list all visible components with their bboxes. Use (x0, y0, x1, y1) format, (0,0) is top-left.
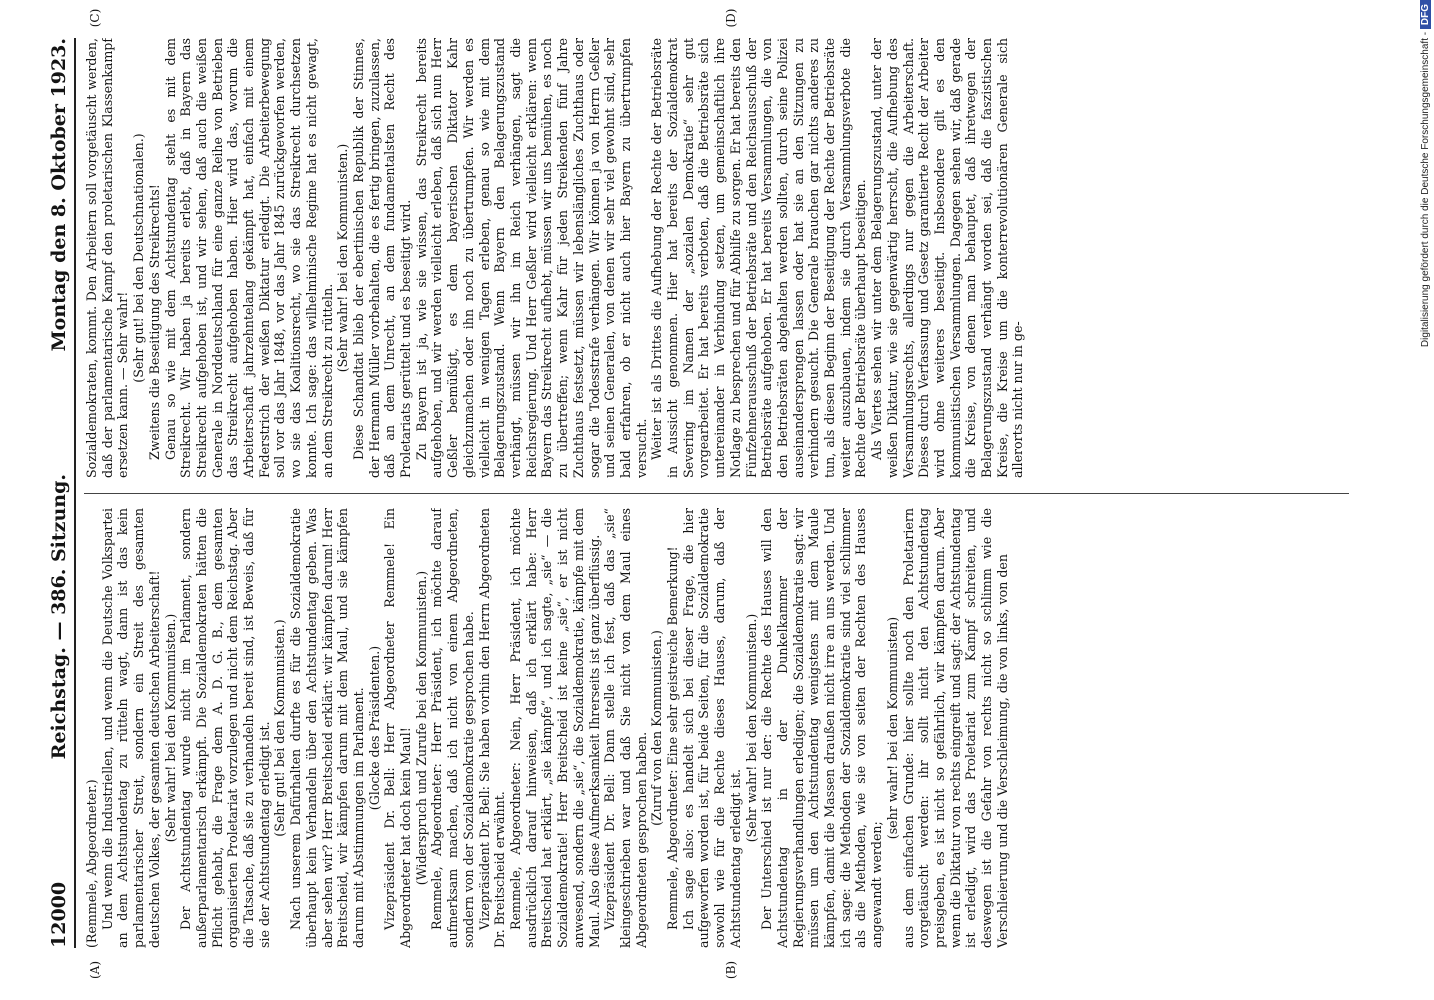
digitization-strip (1418, 0, 1434, 1000)
paragraph: Sozialdemokraten, kommt. Den Arbeitern soll vorgetäuscht werden, daß der parlamentarische Kampf den proletarischen Klassenkampf ersetzen kann. — Sehr wahr! (84, 38, 131, 478)
interjection: (sehr wahr! bei den Kommunisten) (884, 616, 900, 840)
paragraph: Weiter ist als Drittes die Aufhebung der Rechte der Betriebsräte in Aussicht genommen. Hier hat bereits der Sozialdemokrat Severing im Namen der „sozialen Demokratie“ sehr gut vorgearbeitet. Er hat bereits verboten, daß die Betriebsräte sich untereinander in Verbindung setzen, um gemeinschaftlich ihre Notlage zu besprechen und für Abhilfe zu sorgen. Er hat bereits den Fünfzehnerausschuß der Betriebsräte und den Reichsausschuß der Betriebsräte aufgehoben. Er hat bereits Versammlungen, die von den Betriebsräten abgehalten werden sollten, durch seine Polizei auseinandersprengen lassen oder hat sie an den Sitzungen zu verhindern gesucht. Die Generale brauchen gar nichts anderes zu tun, als diesen Beginn der Beseitigung der Rechte der Betriebsräte weiter auszubauen, indem sie durch Versammlungsverbote die Rechte der Betriebsräte überhaupt beseitigen. (649, 38, 869, 478)
interjection: (Widerspruch und Zurufe bei den Kommunisten.) (413, 570, 429, 886)
paragraph: Genau so wie mit dem Achtstundentag steht es mit dem Streikrecht. Wir haben ja bereits erlebt, daß in Bayern das Streikrecht aufgehoben ist, und wir sehen, daß auch die weißen Generale in Norddeutschland für eine ganze Reihe von Betrieben das Streikrecht aufgehoben haben. Hier wird das, worum die Arbeiterschaft jahrzehntelang gekämpft hat, einfach mit einem Federstrich der weißen Diktatur erledigt. Die Arbeiterbewegung soll vor das Jahr 1848, vor das Jahr 1845 zurückgeworfen werden, wo sie das Koalitionsrecht, wo sie das Streikrecht durchsetzen konnte. Ich sage: das wilhelminische Regime hat es nicht gewagt, an dem Streikrecht zu rütteln. (162, 38, 335, 478)
paragraph: Der Achtstundentag wurde nicht im Parlament, sondern außerparlamentarisch erkämpft. Die Sozialdemokraten hätten die Pflicht gehabt, die Frage dem A. D. G. B., dem gesamten organisierten Proletariat vorzulegen und nicht dem Reichstag. Aber die Tatsache, daß sie zu verhandeln bereit sind, ist Beweis, daß für sie der Achtstundentag erledigt ist. (178, 508, 272, 948)
paragraph: Als Viertes sehen wir unter dem Belagerungszustand, unter der weißen Diktatur, wie sie gegenwärtig herrscht, die Aufhebung des Versammlungsrechts, allerdings nur gegen die Arbeiterschaft. Dieses durch Verfassung und Gesetz garantierte Recht der Arbeiter wird ohne weiteres beseitigt. Insbesondere gilt es den kommunistischen Versammlungen. Dagegen sehen wir, daß gerade die Kreise, von denen man behauptet, daß ihretwegen der Belagerungszustand verhängt worden sei, daß die faszistischen Kreise, die Kreise um die konterrevolutionären Generale sich allerorts nicht nur in ge- (869, 38, 1026, 478)
paragraph: Vizepräsident Dr. Bell: Dann stelle ich fest, daß das „sie“ kleingeschrieben war und daß Sie nicht von dem Maul eines Abgeordneten gesprochen haben. (602, 508, 649, 948)
paragraph: Der Unterschied ist nur der: die Rechte des Hauses will den Achtstundentag in der Dunkelkammer der Regierungsverhandlungen erledigen; die Sozialdemokratie sagt: wir müssen um den Achtstundentag wenigstens mit dem Maule kämpfen, damit die Massen draußen nicht irre an uns werden. Und ich sage: die Methoden der Sozialdemokratie sind viel schlimmer als die Methoden, wie sie von seiten der Rechten des Hauses angewandt werden; (759, 508, 885, 948)
interjection: (Sehr gut! bei den Deutschnationalen.) (131, 133, 147, 383)
interjection: (Zuruf von den Kommunisten.) (649, 630, 665, 826)
margin-marker-d: (D) (724, 8, 738, 28)
interjection: (Sehr wahr! bei den Kommunisten.) (162, 613, 178, 843)
dfg-logo: DFG (1420, 0, 1431, 29)
interjection: (Sehr gut! bei den Kommunisten.) (272, 619, 288, 837)
interjection: (Sehr wahr! bei den Kommunisten.) (743, 613, 759, 843)
column-left (84, 508, 1349, 948)
funding-credit: Digitalisierung gefördert durch die Deutsche Forschungsgemeinschaft - (1420, 31, 1431, 348)
paragraph: Zweitens die Beseitigung des Streikrechts! (146, 184, 162, 460)
margin-marker-a: (A) (88, 960, 102, 980)
paragraph: Remmele, Abgeordneter: Nein, Herr Präsident, ich möchte ausdrücklich darauf hinweisen, daß ich erklärt habe: Herr Breitscheid hat erklärt, „sie kämpfe“, und ich sagte, „sie“ — die Sozialdemokratie! Herr Breitscheid ist keine „sie“, er ist nicht anwesend, sondern die „sie“, die Sozialdemokratie, kämpfe mit dem Maul. Also diese Aufmerksamkeit Ihrerseits ist ganz überflüssig. (507, 508, 602, 948)
column-right (84, 38, 1349, 478)
page-body (84, 8, 1354, 980)
session-title: Reichstag. — 386. Sitzung. (48, 474, 70, 760)
digitization-note (1418, 0, 1434, 1000)
paragraph: (Remmele, Abgeordneter.) (84, 779, 99, 948)
page-number: 12000 (48, 881, 70, 948)
paragraph: Remmele, Abgeordneter: Eine sehr geistreiche Bemerkung! (665, 546, 681, 930)
paragraph: Vizepräsident Dr. Bell: Herr Abgeordneter Remmele! Ein Abgeordneter hat doch kein Maul! (382, 508, 414, 948)
paragraph: Zu Bayern ist ja, wie sie wissen, das Streikrecht bereits aufgehoben, und wir werden vielleicht erleben, daß sich nun Herr Geßler bemüßigt, es dem bayerischen Diktator Kahr gleichzumachen oder ihn noch zu übertrumpfen. Wir werden es vielleicht in wenigen Tagen erleben, genau so wie mit dem Belagerungszustand. Wenn Bayern den Belagerungszustand verhängt, müssen wir ihn im Reich verhängen, sagt die Reichsregierung. Und Herr Geßler wird vielleicht erklären: wenn Bayern das Streikrecht aufhebt, müssen wir uns bemühen, es noch zu übertreffen; wenn Kahr für jeden Streikenden fünf Jahre Zuchthaus festsetzt, müssen wir lebenslängliches Zuchthaus oder sogar die Todesstrafe verhängen. Wir können ja von Herrn Geßler und seinen Generalen, von denen wir sehr viel gewohnt sind, sehr bald erfahren, ob er nicht auch hier Bayern zu übertrumpfen versucht. (413, 38, 649, 478)
paragraph: Diese Schandtat blieb der ebertinischen Republik der Stinnes, der Hermann Müller vorbehalten, die es fertig bringen, zuzulassen, daß an dem Unrecht, an dem fundamentalsten Recht des Proletariats gerüttelt und es beseitigt wird. (350, 38, 414, 478)
page-header (44, 38, 76, 948)
session-date: Montag den 8. Oktober 1923. (48, 38, 70, 352)
paragraph: aus dem einfachen Grunde: hier sollte noch den Proletariern vorgetäuscht werden: ihr sollt nicht den Achtstundentag preisgeben, es ist nicht so gefährlich, wir kämpfen darum. Aber wenn die Diktatur von rechts eingreift und sagt: der Achtstundentag ist erledigt, wird das Proletariat zum Kampf schreiten, und deswegen ist die Gefahr von rechts nicht so schlimm wie die Verschleierung und die Verschleimung, die von links, von den (900, 508, 1010, 948)
paragraph: Remmele, Abgeordneter: Herr Präsident, ich möchte darauf aufmerksam machen, daß ich nicht von einem Abgeordneten, sondern von der Sozialdemokratie gesprochen habe. (429, 508, 476, 948)
margin-marker-c: (C) (88, 8, 102, 28)
margin-marker-b: (B) (724, 960, 738, 980)
interjection: (Glocke des Präsidenten.) (366, 645, 382, 811)
column-divider (84, 493, 1349, 494)
paragraph: Und wenn die Industriellen, und wenn die Deutsche Volkspartei an dem Achtstundentag zu rütteln wagt, dann ist das kein parlamentarischer Streit, sondern ein Streit des gesamten deutschen Volkes, der gesamten deutschen Arbeiterschaft! (99, 508, 162, 948)
interjection: (Sehr wahr! bei den Kommunisten.) (335, 143, 351, 373)
paragraph: Nach unserem Dafürhalten durfte es für die Sozialdemokratie überhaupt kein Verhandeln über den Achtstundentag geben. Was aber sehen wir? Herr Breitscheid erklärt: wir kämpfen darum! Herr Breitscheid, wir kämpfen darum mit dem Maul, und sie kämpfen darum mit Abstimmungen im Parlament. (288, 508, 366, 948)
paragraph: Ich sage also: es handelt sich bei dieser Frage, die hier aufgeworfen worden ist, für beide Seiten, für die Sozialdemokratie sowohl wie für die Rechte dieses Hauses, darum, daß der Achtstundentag erledigt ist. (680, 508, 743, 948)
paragraph: Vizepräsident Dr. Bell: Sie haben vorhin den Herrn Abgeordneten Dr. Breitscheid erwähnt. (476, 508, 508, 948)
